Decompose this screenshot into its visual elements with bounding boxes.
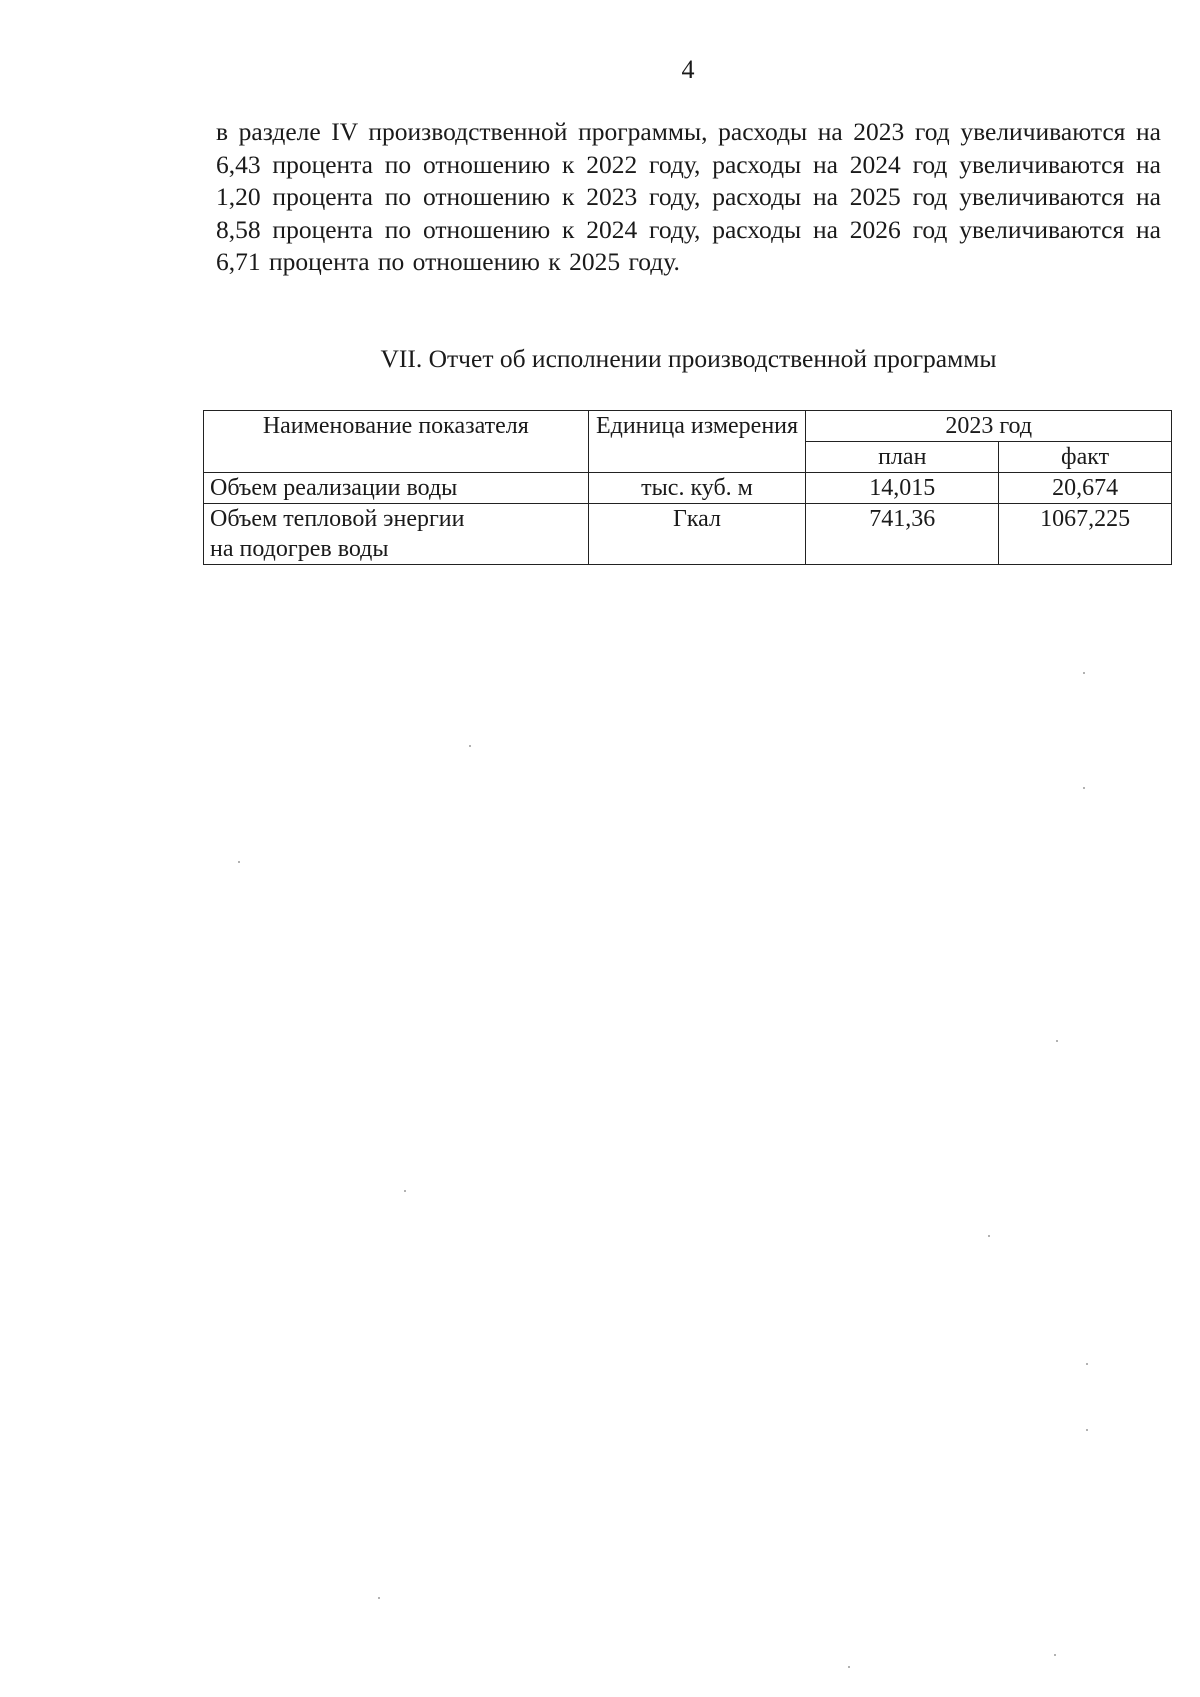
row-plan-value: 14,015 [806,473,999,504]
row-indicator-name: Объем реализации воды [204,473,589,504]
page-number: 4 [681,55,695,84]
scan-speck [378,1597,380,1599]
body-paragraph: в разделе IV производственной программы, расходы на 2023 год увеличиваются на 6,43 процента по отношению к 2022 году, расходы на 2024 год увеличиваются на 1,20 процента по отношению к 2023 году, расходы на 2025 год увеличиваются на 8,58 процента по отношению к 2024 году, расходы на 2026 год увеличиваются на 6,71 процента по отношению к 2025 году. [216,117,1161,276]
report-table [203,410,1172,565]
table-row [204,504,1172,565]
scan-speck [1086,1429,1088,1431]
scan-speck [1056,1040,1058,1042]
scan-speck [469,745,471,747]
row-fact-value: 20,674 [999,473,1172,504]
row-plan-value: 741,36 [806,504,999,565]
row-fact-value: 1067,225 [999,504,1172,565]
scan-speck [848,1666,850,1668]
scan-speck [238,861,240,863]
header-indicator-name: Наименование показателя [204,411,589,473]
scan-speck [404,1190,406,1192]
row-indicator-name: Объем тепловой энергии на подогрев воды [204,504,589,565]
scan-speck [1054,1654,1056,1656]
scan-speck [1086,1363,1088,1365]
header-unit: Единица измерения [588,411,806,473]
scan-speck [1083,672,1085,674]
header-plan: план [806,442,999,473]
header-year: 2023 год [806,411,1172,442]
header-fact: факт [999,442,1172,473]
table-header-row [204,411,1172,442]
scan-speck [1083,787,1085,789]
row-unit: тыс. куб. м [588,473,806,504]
section-title: VII. Отчет об исполнении производственной программы [380,344,997,373]
table-row [204,473,1172,504]
scan-speck [988,1235,990,1237]
row-unit: Гкал [588,504,806,565]
